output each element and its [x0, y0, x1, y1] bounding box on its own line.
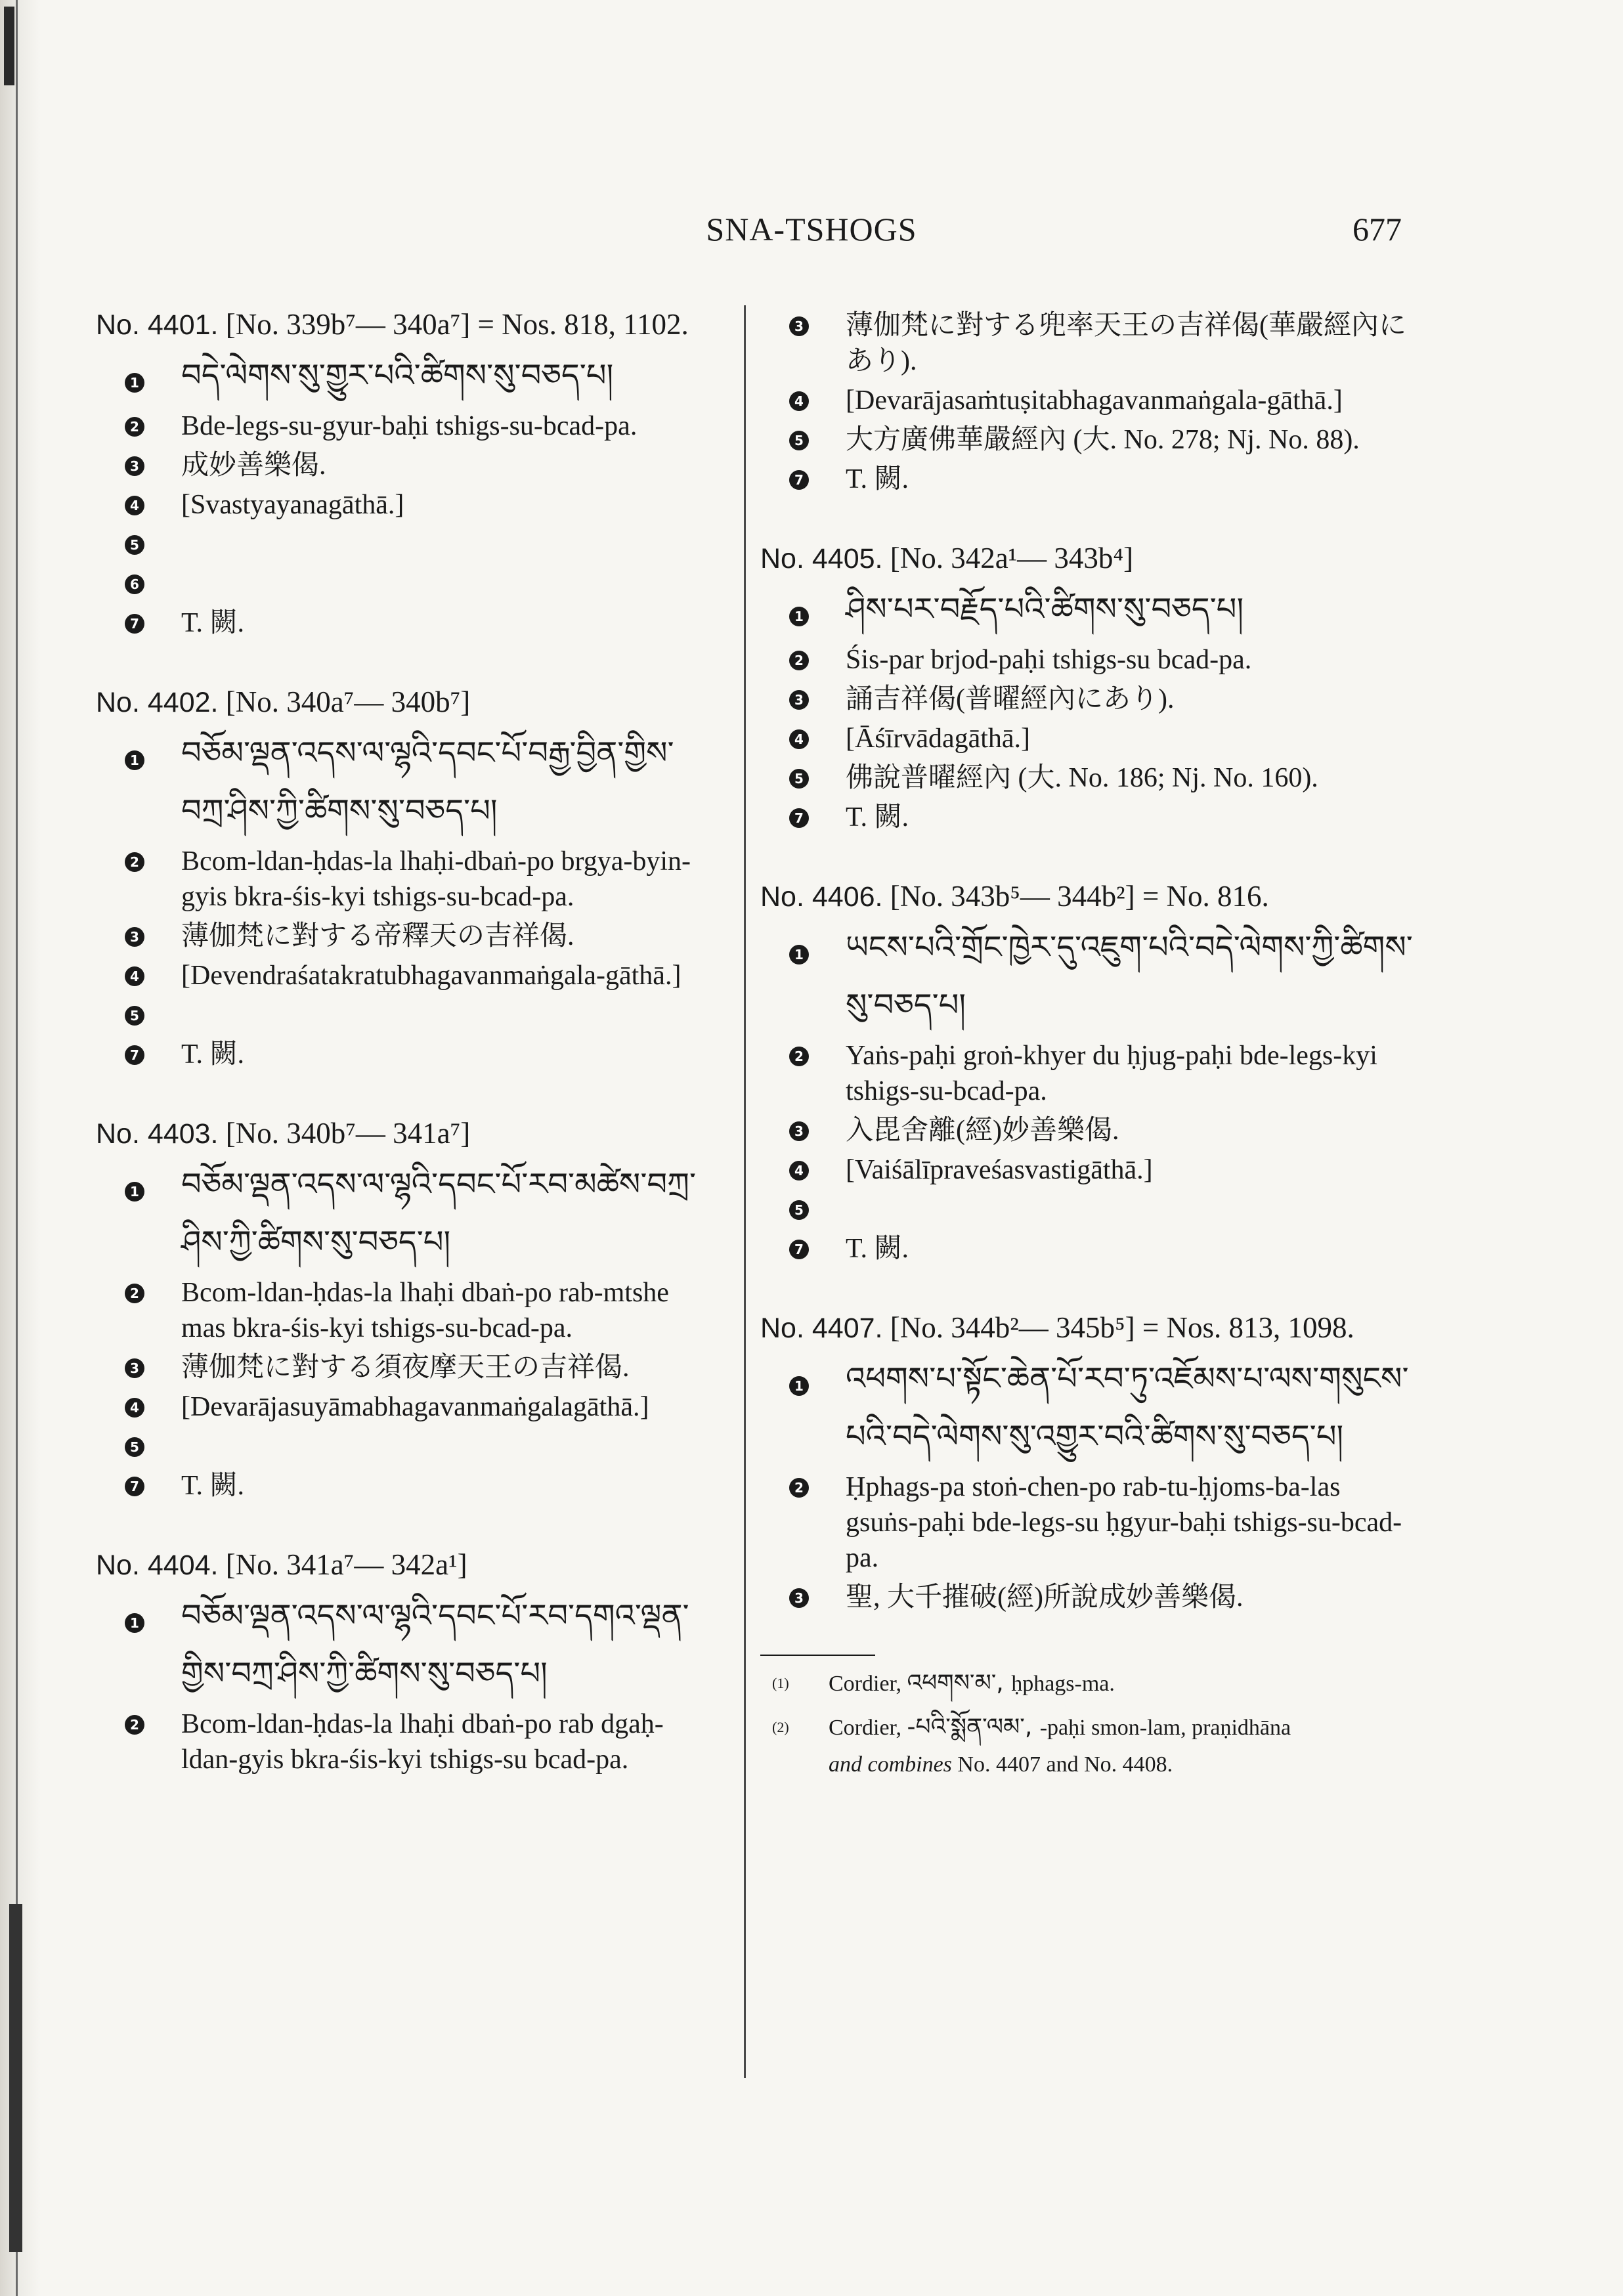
field-number-badge: 1	[125, 1613, 144, 1633]
field-number-badge: 7	[789, 808, 809, 828]
entry-field	[96, 1037, 720, 1072]
entry-field	[96, 1389, 720, 1425]
footnote-tibetan: -པའི་སྨོན་ལམ་,	[907, 1714, 1040, 1741]
entry-number: No. 4402.	[96, 687, 219, 718]
entry-field	[96, 1429, 720, 1464]
field-number-badge: 5	[789, 1200, 809, 1220]
field-number-badge: 5	[789, 431, 809, 450]
tibetan-title: བཅོམ་ལྡན་འདས་ལ་ལྷའི་དབང་པོ་བརྒྱ་བྱིན་གྱིས་བཀྲ་ཤིས་ཀྱི་ཚིགས་སུ་བཅད་པ།	[181, 735, 674, 829]
entry-reference: [No. 339b⁷— 340a⁷] = Nos. 818, 1102.	[218, 308, 689, 341]
field-number-badge: 1	[125, 373, 144, 393]
footnote-source: Cordier,	[829, 1672, 907, 1696]
entry-field	[96, 1156, 720, 1271]
field-text: Bcom-ldan-ḥdas-la lhaḥi dbaṅ-po rab-mtshe mas bkra-śis-kyi tshigs-su-bcad-pa.	[181, 1278, 669, 1343]
entry-heading	[96, 305, 720, 344]
entry-field	[760, 919, 1417, 1034]
field-number-badge: 2	[125, 852, 144, 872]
entry-field	[96, 1706, 720, 1777]
field-text: T. 闕.	[181, 1471, 245, 1501]
footnote-tail: No. 4407 and No. 4408.	[957, 1752, 1173, 1777]
field-number-badge: 4	[125, 496, 144, 515]
field-number-badge: 2	[125, 1715, 144, 1735]
field-number-badge: 4	[789, 391, 809, 411]
field-text: [Devendraśatakratubhagavanmaṅgala-gāthā.]	[181, 961, 682, 991]
tibetan-title: བཅོམ་ལྡན་འདས་ལ་ལྷའི་དབང་པོ་རབ་དགའ་ལྡན་གྱིས་བཀྲ་ཤིས་ཀྱི་ཚིགས་སུ་བཅད་པ།	[181, 1597, 689, 1692]
field-text: T. 闕.	[181, 1039, 245, 1070]
entry-field	[96, 566, 720, 601]
field-number-badge: 3	[125, 456, 144, 476]
entry-field	[96, 1275, 720, 1346]
entry-reference: [No. 343b⁵— 344b²] = No. 816.	[882, 880, 1269, 913]
field-number-badge: 5	[125, 535, 144, 555]
page-number: 677	[1352, 211, 1402, 248]
field-text: Ḥphags-pa stoṅ-chen-po rab-tu-ḥjoms-ba-las gsuṅs-paḥi bde-legs-su ḥgyur-baḥi tshigs-su-bcad-pa.	[846, 1472, 1402, 1573]
entry-field	[760, 642, 1417, 678]
entry-field	[96, 605, 720, 641]
entry-field	[760, 383, 1417, 418]
field-text: Śis-par brjod-paḥi tshigs-su bcad-pa.	[846, 645, 1252, 675]
field-number-badge: 7	[125, 1477, 144, 1496]
footnote	[760, 1709, 1417, 1783]
field-text: [Āśīrvādagāthā.]	[846, 724, 1031, 754]
field-text: 薄伽梵に對する帝釋天の吉祥偈.	[181, 921, 574, 951]
footnote-text: -paḥi smon-lam, praṇidhāna	[1039, 1716, 1291, 1740]
catalog-entry	[96, 683, 720, 1072]
field-number-badge: 3	[125, 1358, 144, 1378]
catalog-entry	[760, 1309, 1417, 1615]
entry-field	[760, 580, 1417, 638]
tibetan-title: འཕགས་པ་སྟོང་ཆེན་པོ་རབ་ཏུ་འཇོམས་པ་ལས་གསུངས་པའི་བདེ་ལེགས་སུ་འགྱུར་བའི་ཚིགས་སུ་བཅད་པ།	[846, 1360, 1409, 1455]
footnote-text: ḥphags-ma.	[1011, 1672, 1115, 1696]
entry-reference: [No. 341a⁷— 342a¹]	[218, 1548, 467, 1581]
field-text: 誦吉祥偈(普曜經內にあり).	[846, 684, 1175, 714]
entry-heading	[760, 539, 1417, 578]
entry-field	[96, 487, 720, 523]
entry-field	[96, 1468, 720, 1504]
entry-number: No. 4405.	[760, 543, 883, 574]
entry-number: No. 4404.	[96, 1549, 219, 1581]
field-number-badge: 4	[125, 966, 144, 986]
entry-field	[96, 1350, 720, 1385]
footnote-source: Cordier,	[829, 1716, 907, 1740]
catalog-entry	[760, 539, 1417, 835]
entry-field	[760, 1113, 1417, 1148]
catalog-entry	[96, 1546, 720, 1777]
field-number-badge: 2	[789, 1478, 809, 1498]
entry-field	[760, 1231, 1417, 1267]
field-number-badge: 1	[789, 1376, 809, 1396]
footnote-mark: (1)	[772, 1675, 789, 1691]
entry-field	[760, 1580, 1417, 1615]
entry-field	[96, 347, 720, 404]
tibetan-title: བདེ་ལེགས་སུ་གྱུར་པའི་ཚིགས་སུ་བཅད་པ།	[181, 357, 614, 394]
entry-heading	[760, 877, 1417, 916]
field-text: [Devarājasuyāmabhagavanmaṅgalagāthā.]	[181, 1392, 649, 1422]
entry-field	[760, 308, 1417, 379]
field-number-badge: 7	[789, 1240, 809, 1259]
entry-field	[96, 958, 720, 993]
field-number-badge: 4	[789, 729, 809, 749]
field-text: T. 闕.	[181, 608, 245, 638]
field-number-badge: 2	[125, 417, 144, 437]
entry-field	[96, 844, 720, 915]
entry-field	[760, 1469, 1417, 1576]
running-title: SNA-TSHOGS	[706, 211, 917, 248]
footnote-tibetan: འཕགས་མ་,	[907, 1670, 1012, 1697]
entry-heading	[96, 683, 720, 722]
entry-reference: [No. 340a⁷— 340b⁷]	[218, 685, 471, 718]
footnotes	[760, 1644, 1417, 1783]
field-text: Yaṅs-paḥi groṅ-khyer du ḥjug-paḥi bde-legs-kyi tshigs-su-bcad-pa.	[846, 1041, 1377, 1106]
entry-heading	[96, 1114, 720, 1153]
field-text: 成妙善樂偈.	[181, 450, 326, 481]
entry-field	[760, 721, 1417, 756]
entry-field	[96, 1587, 720, 1702]
field-number-badge: 7	[125, 1045, 144, 1065]
footnote-italic: and combines	[829, 1752, 958, 1777]
field-number-badge: 6	[125, 574, 144, 594]
field-text: 薄伽梵に對する兜率天王の吉祥偈(華嚴經內にあり).	[846, 311, 1406, 376]
field-number-badge: 7	[789, 470, 809, 490]
entry-reference: [No. 340b⁷— 341a⁷]	[218, 1117, 471, 1150]
field-text: T. 闕.	[846, 464, 909, 494]
field-text: T. 闕.	[846, 802, 909, 833]
tibetan-title: བཅོམ་ལྡན་འདས་ལ་ལྷའི་དབང་པོ་རབ་མཚེས་བཀྲ་ཤིས་ཀྱི་ཚིགས་སུ་བཅད་པ།	[181, 1166, 697, 1261]
field-text: [Devarājasaṁtuṣitabhagavanmaṅgala-gāthā.]	[846, 385, 1343, 416]
entry-field	[96, 919, 720, 954]
field-text: Bcom-ldan-ḥdas-la lhaḥi-dbaṅ-po brgya-byin-gyis bkra-śis-kyi tshigs-su-bcad-pa.	[181, 846, 691, 912]
field-text: 大方廣佛華嚴經內 (大. No. 278; Nj. No. 88).	[846, 425, 1360, 455]
entry-reference: [No. 342a¹— 343b⁴]	[882, 542, 1134, 574]
field-text: T. 闕.	[846, 1234, 909, 1264]
field-number-badge: 2	[789, 1047, 809, 1066]
left-column	[96, 305, 720, 1819]
catalog-entry	[96, 305, 720, 641]
footnote-rule	[760, 1655, 875, 1656]
field-number-badge: 3	[789, 1121, 809, 1141]
field-number-badge: 1	[789, 945, 809, 964]
entry-field	[96, 724, 720, 840]
tibetan-title: ཡངས་པའི་གྲོང་ཁྱེར་དུ་འཇུག་པའི་བདེ་ལེགས་ཀྱི་ཚིགས་སུ་བཅད་པ།	[846, 929, 1413, 1024]
catalog-entry	[760, 877, 1417, 1267]
field-text: Bcom-ldan-ḥdas-la lhaḥi dbaṅ-po rab dgaḥ-ldan-gyis bkra-śis-kyi tshigs-su bcad-pa.	[181, 1709, 664, 1775]
field-text: 薄伽梵に對する須夜摩天王の吉祥偈.	[181, 1353, 630, 1383]
tibetan-title: ཤིས་པར་བརྗོད་པའི་ཚིགས་སུ་བཅད་པ།	[846, 591, 1244, 628]
column-divider	[744, 305, 746, 2078]
field-number-badge: 3	[789, 316, 809, 336]
field-text: 入毘舍離(經)妙善樂偈.	[846, 1116, 1119, 1146]
field-number-badge: 3	[789, 1588, 809, 1608]
entry-field	[96, 408, 720, 444]
entry-field	[760, 800, 1417, 835]
field-text: [Svastyayanagāthā.]	[181, 490, 404, 520]
field-text: Bde-legs-su-gyur-baḥi tshigs-su-bcad-pa.	[181, 411, 638, 441]
catalog-entry	[96, 1114, 720, 1504]
footnote-mark: (2)	[772, 1719, 789, 1735]
entry-reference: [No. 344b²— 345b⁵] = Nos. 813, 1098.	[882, 1311, 1354, 1344]
field-text: 佛說普曜經內 (大. No. 186; Nj. No. 160).	[846, 763, 1318, 793]
field-number-badge: 1	[125, 750, 144, 770]
field-number-badge: 4	[125, 1398, 144, 1418]
field-number-badge: 5	[125, 1006, 144, 1026]
entry-field	[760, 1038, 1417, 1109]
field-number-badge: 5	[125, 1437, 144, 1457]
field-number-badge: 4	[789, 1161, 809, 1180]
entry-field	[760, 462, 1417, 497]
entry-number: No. 4406.	[760, 881, 883, 913]
entry-field	[96, 527, 720, 562]
entry-field	[96, 448, 720, 483]
catalog-entry	[760, 308, 1417, 497]
field-number-badge: 3	[789, 690, 809, 710]
field-number-badge: 1	[789, 607, 809, 626]
right-column	[760, 305, 1417, 1790]
entry-field	[760, 422, 1417, 458]
field-number-badge: 1	[125, 1182, 144, 1202]
field-text: 聖, 大千摧破(經)所說成妙善樂偈.	[846, 1582, 1244, 1613]
scan-mark-bottom	[9, 1904, 22, 2252]
entry-field	[760, 1350, 1417, 1465]
entry-number: No. 4407.	[760, 1312, 883, 1344]
entry-field	[96, 997, 720, 1033]
entry-field	[760, 682, 1417, 717]
entry-heading	[96, 1546, 720, 1584]
field-text: [Vaiśālīpraveśasvastigāthā.]	[846, 1155, 1153, 1185]
field-number-badge: 3	[125, 927, 144, 947]
scan-mark-top	[4, 7, 14, 85]
entry-field	[760, 1192, 1417, 1227]
entry-field	[760, 760, 1417, 796]
field-number-badge: 5	[789, 769, 809, 789]
field-number-badge: 2	[789, 651, 809, 670]
field-number-badge: 2	[125, 1284, 144, 1303]
entry-number: No. 4401.	[96, 309, 219, 341]
field-number-badge: 7	[125, 614, 144, 634]
footnote	[760, 1665, 1417, 1702]
entry-heading	[760, 1309, 1417, 1347]
entry-field	[760, 1152, 1417, 1188]
entry-number: No. 4403.	[96, 1118, 219, 1150]
